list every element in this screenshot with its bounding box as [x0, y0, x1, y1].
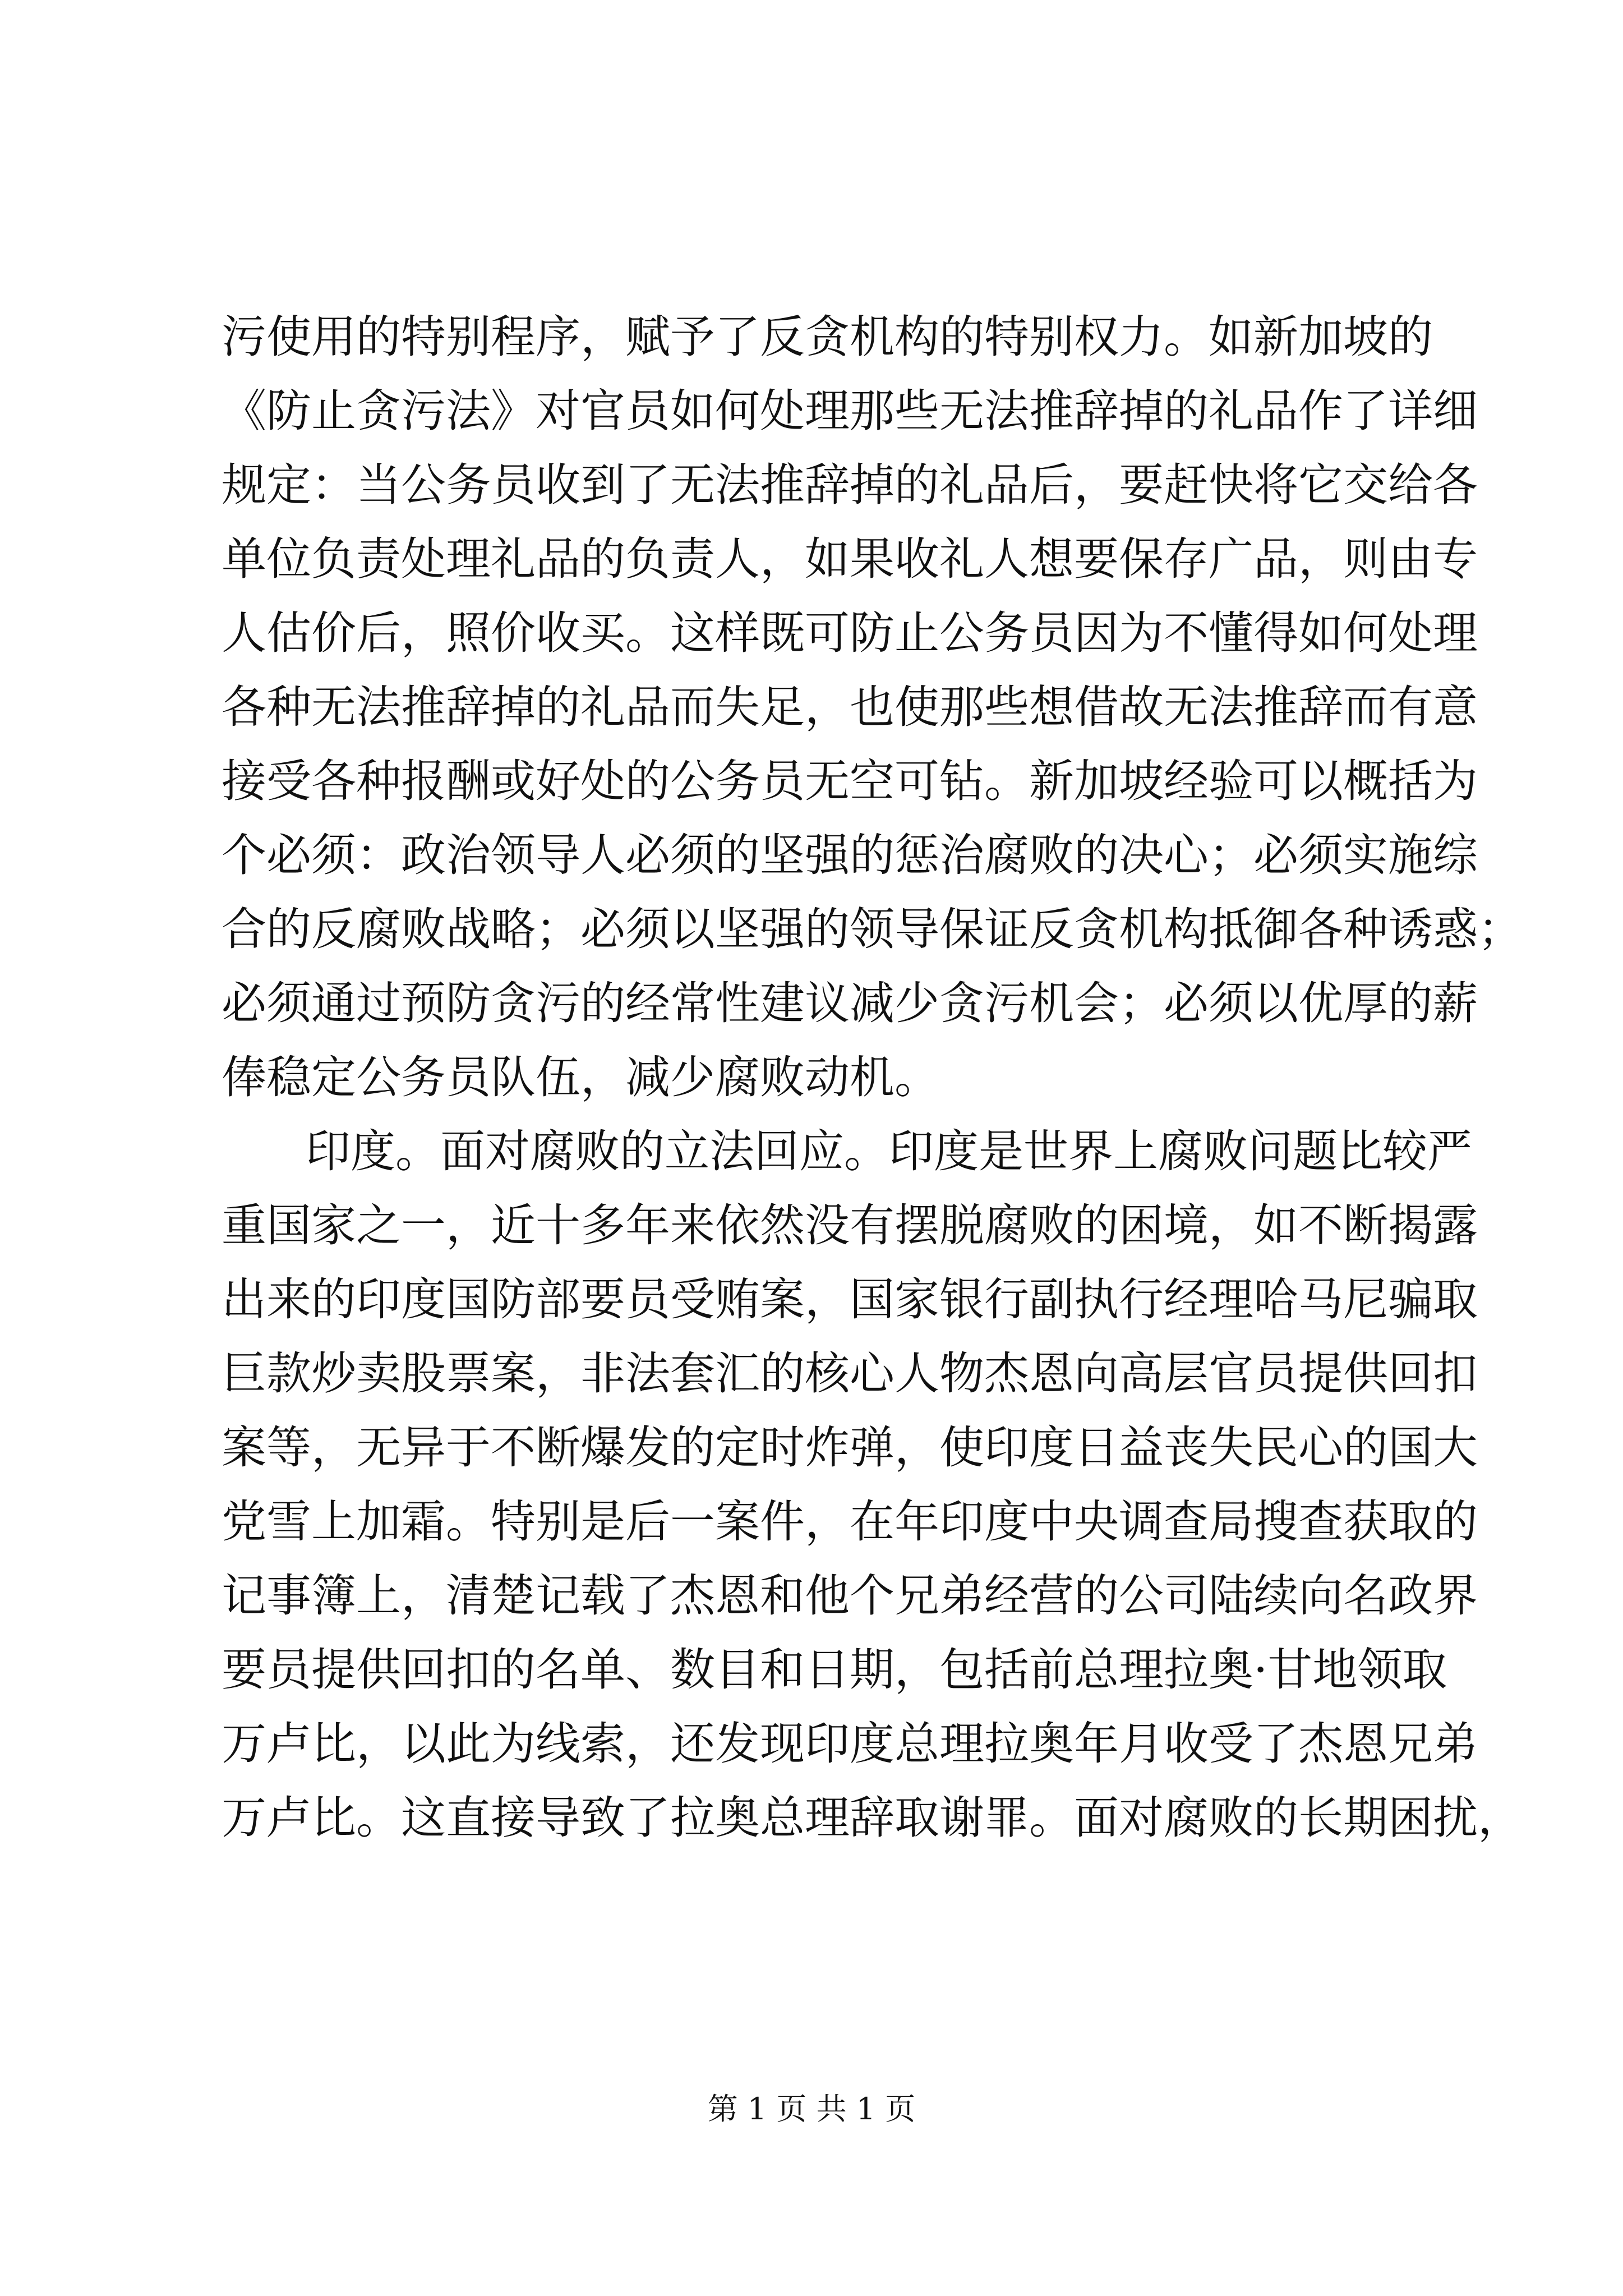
text-line: 污使用的特别程序，赋予了反贪机构的特别权力。如新加坡的 — [222, 311, 1433, 363]
text-line: 党雪上加霜。特别是后一案件，在年印度中央调查局搜查获取的 — [222, 1496, 1478, 1548]
text-line: 单位负责处理礼品的负责人，如果收礼人想要保存广品，则由专 — [222, 533, 1478, 585]
text-line: 案等，无异于不断爆发的定时炸弹，使印度日益丧失民心的国大 — [222, 1421, 1478, 1474]
text-line: 规定：当公务员收到了无法推辞掉的礼品后，要赶快将它交给各 — [222, 459, 1478, 511]
page-footer — [0, 2090, 1623, 2129]
text-line: 重国家之一，近十多年来依然没有摆脱腐败的困境，如不断揭露 — [222, 1199, 1478, 1251]
text-line: 巨款炒卖股票案，非法套汇的核心人物杰恩向高层官员提供回扣 — [222, 1347, 1478, 1400]
text-line: 必须通过预防贪污的经常性建议减少贪污机会；必须以优厚的薪 — [222, 977, 1478, 1029]
paragraph-singapore — [222, 300, 1523, 1115]
text-line: 万卢比，以此为线索，还发现印度总理拉奥年月收受了杰恩兄弟 — [222, 1718, 1478, 1770]
text-line: 接受各种报酬或好处的公务员无空可钻。新加坡经验可以概括为 — [222, 755, 1478, 807]
text-line: 万卢比。这直接导致了拉奥总理辞取谢罪。面对腐败的长期困扰， — [222, 1792, 1523, 1844]
body-text — [222, 300, 1523, 1855]
text-line: 各种无法推辞掉的礼品而失足，也使那些想借故无法推辞而有意 — [222, 681, 1478, 733]
text-line: 记事簿上，清楚记载了杰恩和他个兄弟经营的公司陆续向名政界 — [222, 1570, 1478, 1622]
text-line: 个必须：政治领导人必须的坚强的惩治腐败的决心；必须实施综 — [222, 829, 1478, 881]
text-line: 出来的印度国防部要员受贿案，国家银行副执行经理哈马尼骗取 — [222, 1273, 1478, 1326]
text-line: 合的反腐败战略；必须以坚强的领导保证反贪机构抵御各种诱惑； — [222, 903, 1523, 955]
text-line: 《防止贪污法》对官员如何处理那些无法推辞掉的礼品作了详细 — [222, 385, 1478, 437]
text-line: 人估价后，照价收买。这样既可防止公务员因为不懂得如何处理 — [222, 607, 1478, 659]
text-line: 俸稳定公务员队伍，减少腐败动机。 — [222, 1051, 939, 1103]
text-line: 印度。面对腐败的立法回应。印度是世界上腐败问题比较严 — [306, 1125, 1472, 1177]
paragraph-india — [222, 1115, 1523, 1855]
text-line: 要员提供回扣的名单、数目和日期，包括前总理拉奥·甘地领取 — [222, 1644, 1447, 1696]
page-number-label: 第 1 页 共 1 页 — [707, 2091, 916, 2127]
